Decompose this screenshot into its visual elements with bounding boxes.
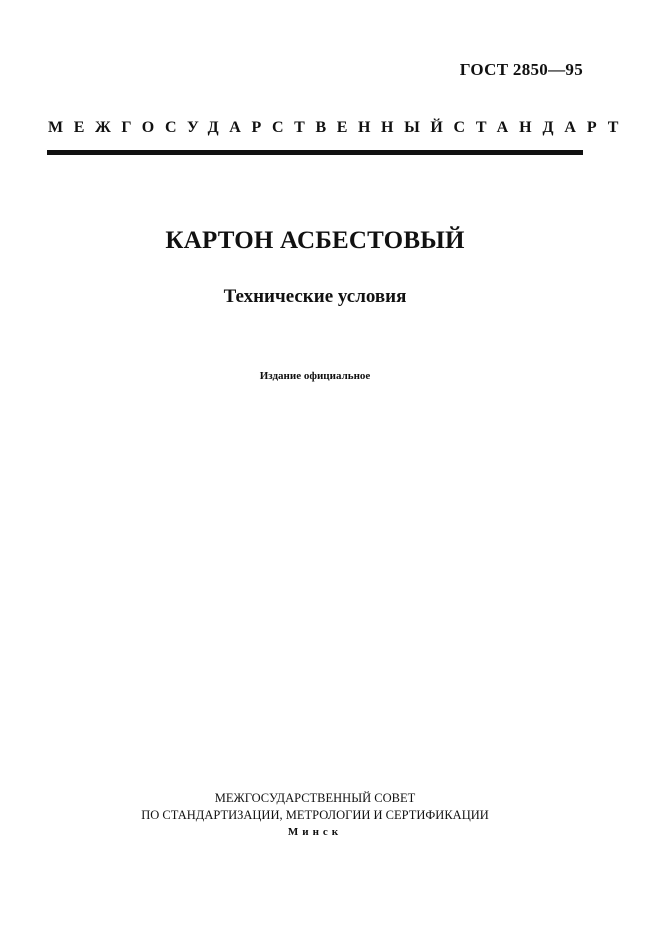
publisher-block <box>0 790 630 841</box>
edition-note: Издание официальное <box>259 370 371 382</box>
document-title: КАРТОН АСБЕСТОВЫЙ <box>165 227 465 254</box>
banner-word-interstate: МЕЖГОСУДАРСТВЕННЫЙ <box>48 119 454 136</box>
header-rule-divider <box>47 150 583 155</box>
publisher-line-1: МЕЖГОСУДАРСТВЕННЫЙ СОВЕТ <box>214 791 416 805</box>
document-subtitle: Технические условия <box>223 286 407 307</box>
banner-word-standard: СТАНДАРТ <box>453 119 630 136</box>
publisher-city: Минск <box>287 826 343 838</box>
interstate-standard-banner <box>48 119 630 137</box>
gost-number: ГОСТ 2850—95 <box>459 60 583 79</box>
publisher-line-2: ПО СТАНДАРТИЗАЦИИ, МЕТРОЛОГИИ И СЕРТИФИКАЦИИ <box>141 808 489 822</box>
